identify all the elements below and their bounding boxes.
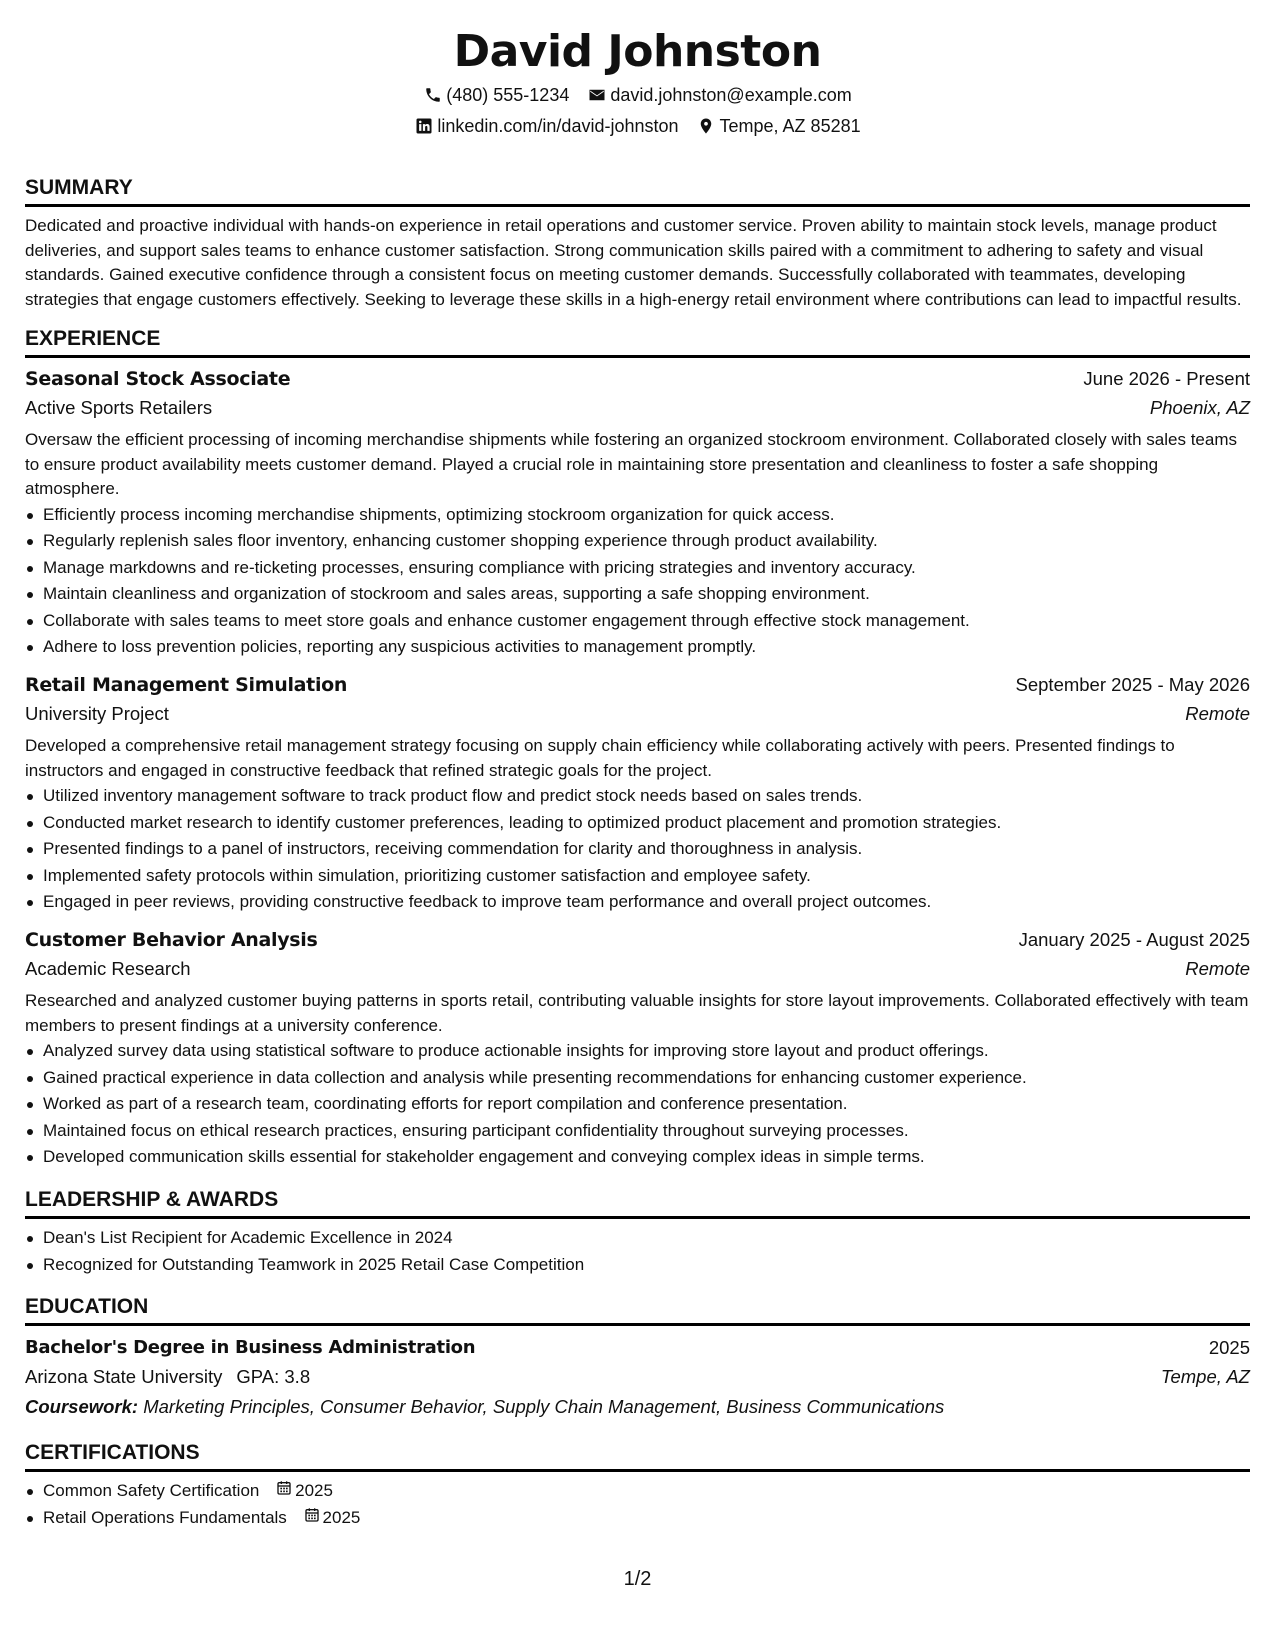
job-title: Retail Management Simulation	[25, 674, 348, 697]
job-entry	[25, 671, 1250, 916]
certification-year: 2025	[322, 1507, 361, 1527]
list-item: Gained practical experience in data collection and analysis while presenting recommendations for enhancing customer experience.	[25, 1065, 1250, 1092]
summary-text: Dedicated and proactive individual with hands-on experience in retail operations and customer service. Proven ability to maintain stock levels, manage product deliveries, and support sales teams to enhance customer satisfaction. Strong communication skills paired with a commitment to adhering to safety and visual standards. Gained executive confidence through a consistent focus on meeting customer demands. Successfully collaborated with teammates, developing strategies that engage customers effectively. Seeking to leverage these skills in a high-energy retail environment where contributions can lead to impactful results.	[25, 216, 1242, 309]
list-item: Adhere to loss prevention policies, reporting any suspicious activities to management promptly.	[25, 634, 1250, 661]
contact-row-secondary	[25, 115, 1250, 137]
job-date: January 2025 - August 2025	[1018, 929, 1250, 951]
list-item: Implemented safety protocols within simulation, prioritizing customer satisfaction and employee safety.	[25, 863, 1250, 890]
list-item: Conducted market research to identify customer preferences, leading to optimized product placement and promotion strategies.	[25, 810, 1250, 837]
job-bullets	[25, 1038, 1250, 1171]
leadership-section	[25, 1187, 1250, 1278]
job-title: Customer Behavior Analysis	[25, 929, 318, 952]
resume-page	[25, 0, 1250, 1531]
coursework-label: Coursework:	[25, 1396, 139, 1418]
school-name	[25, 1362, 310, 1392]
certification-year: 2025	[295, 1481, 333, 1501]
certification-date	[276, 1478, 333, 1505]
list-item: Engaged in peer reviews, providing constructive feedback to improve team performance and overall project outcomes.	[25, 889, 1250, 916]
job-organization: Academic Research	[25, 958, 191, 980]
location-text: Tempe, AZ 85281	[719, 116, 861, 136]
calendar-icon	[276, 1478, 292, 1505]
list-item: Developed communication skills essential for stakeholder engagement and conveying complex ideas in simple terms.	[25, 1144, 1250, 1171]
list-item: Maintain cleanliness and organization of stockroom and sales areas, supporting a safe shopping environment.	[25, 581, 1250, 608]
list-item: Recognized for Outstanding Teamwork in 2025 Retail Case Competition	[25, 1252, 1250, 1279]
summary-section	[25, 175, 1250, 312]
location-contact	[697, 115, 861, 137]
job-location: Phoenix, AZ	[1149, 397, 1250, 418]
job-entry	[25, 365, 1250, 661]
job-location: Remote	[1185, 703, 1250, 725]
section-title-certifications: CERTIFICATIONS	[25, 1440, 1250, 1472]
map-pin-icon	[697, 117, 716, 136]
section-title-leadership: LEADERSHIP & AWARDS	[25, 1187, 1250, 1219]
email-text: david.johnston@example.com	[610, 85, 852, 105]
list-item: Dean's List Recipient for Academic Excellence in 2024	[25, 1225, 1250, 1252]
list-item: Worked as part of a research team, coordinating efforts for report compilation and conference presentation.	[25, 1091, 1250, 1118]
page-number: 1/2	[623, 1568, 652, 1590]
coursework	[25, 1392, 1250, 1422]
job-location: Remote	[1185, 958, 1250, 980]
list-item: Utilized inventory management software to track product flow and predict stock needs based on sales trends.	[25, 783, 1250, 810]
calendar-icon	[304, 1505, 320, 1532]
list-item: Maintained focus on ethical research practices, ensuring participant confidentiality throughout surveying processes.	[25, 1118, 1250, 1145]
linkedin-text: linkedin.com/in/david-johnston	[437, 116, 679, 136]
job-description: Developed a comprehensive retail management strategy focusing on supply chain efficiency while collaborating actively with peers. Presented findings to instructors and engaged in constructive feedback that refined strategic goals for the project.	[25, 736, 1175, 780]
job-bullets	[25, 502, 1250, 662]
degree-title: Bachelor's Degree in Business Administration	[25, 1337, 476, 1359]
certification-name: Retail Operations Fundamentals	[43, 1507, 287, 1527]
job-date: September 2025 - May 2026	[1015, 674, 1250, 696]
list-item: Analyzed survey data using statistical software to produce actionable insights for improving store layout and product offerings.	[25, 1038, 1250, 1065]
phone-icon	[423, 86, 442, 105]
section-title-experience: EXPERIENCE	[25, 326, 1250, 358]
list-item: Presented findings to a panel of instructors, receiving commendation for clarity and thoroughness in analysis.	[25, 836, 1250, 863]
graduation-year: 2025	[1208, 1337, 1250, 1359]
job-description: Researched and analyzed customer buying patterns in sports retail, contributing valuable insights for store layout improvements. Collaborated effectively with team members to present findings at a university conference.	[25, 991, 1249, 1035]
phone-contact[interactable]	[423, 84, 569, 106]
list-item: Efficiently process incoming merchandise shipments, optimizing stockroom organization for quick access.	[25, 502, 1250, 529]
list-item: Manage markdowns and re-ticketing processes, ensuring compliance with pricing strategies and inventory accuracy.	[25, 555, 1250, 582]
candidate-name: David Johnston	[453, 26, 822, 77]
email-contact[interactable]	[587, 84, 851, 106]
envelope-icon	[587, 86, 606, 105]
job-bullets	[25, 783, 1250, 916]
job-entry	[25, 926, 1250, 1171]
job-organization: University Project	[25, 703, 169, 725]
section-title-education: EDUCATION	[25, 1294, 1250, 1326]
list-item: Collaborate with sales teams to meet store goals and enhance customer engagement through effective stock management.	[25, 608, 1250, 635]
linkedin-contact[interactable]	[414, 115, 678, 137]
school-text: Arizona State University	[25, 1366, 223, 1388]
gpa-text: GPA: 3.8	[236, 1366, 311, 1388]
linkedin-icon	[414, 117, 433, 136]
school-location: Tempe, AZ	[1160, 1366, 1250, 1388]
job-title: Seasonal Stock Associate	[25, 368, 291, 390]
list-item	[25, 1505, 1250, 1532]
job-date: June 2026 - Present	[1083, 368, 1250, 389]
section-title-summary: SUMMARY	[25, 175, 1250, 207]
awards-list	[25, 1225, 1250, 1278]
list-item: Regularly replenish sales floor inventory, enhancing customer shopping experience through product availability.	[25, 528, 1250, 555]
certification-date	[304, 1505, 361, 1532]
certifications-list	[25, 1478, 1250, 1531]
job-organization: Active Sports Retailers	[25, 397, 213, 418]
coursework-text: Marketing Principles, Consumer Behavior, Supply Chain Management, Business Communications	[143, 1396, 945, 1418]
certifications-section	[25, 1440, 1250, 1531]
education-section	[25, 1294, 1250, 1422]
certification-name: Common Safety Certification	[43, 1481, 260, 1501]
job-description: Oversaw the efficient processing of incoming merchandise shipments while fostering an organized stockroom environment. Collaborated closely with sales teams to ensure product availability meets customer demand. Played a crucial role in maintaining store presentation and cleanliness to foster a safe shopping atmosphere.	[25, 430, 1237, 498]
phone-text: (480) 555-1234	[446, 85, 570, 105]
experience-section	[25, 326, 1250, 1171]
contact-row-primary	[25, 84, 1250, 106]
list-item	[25, 1478, 1250, 1505]
